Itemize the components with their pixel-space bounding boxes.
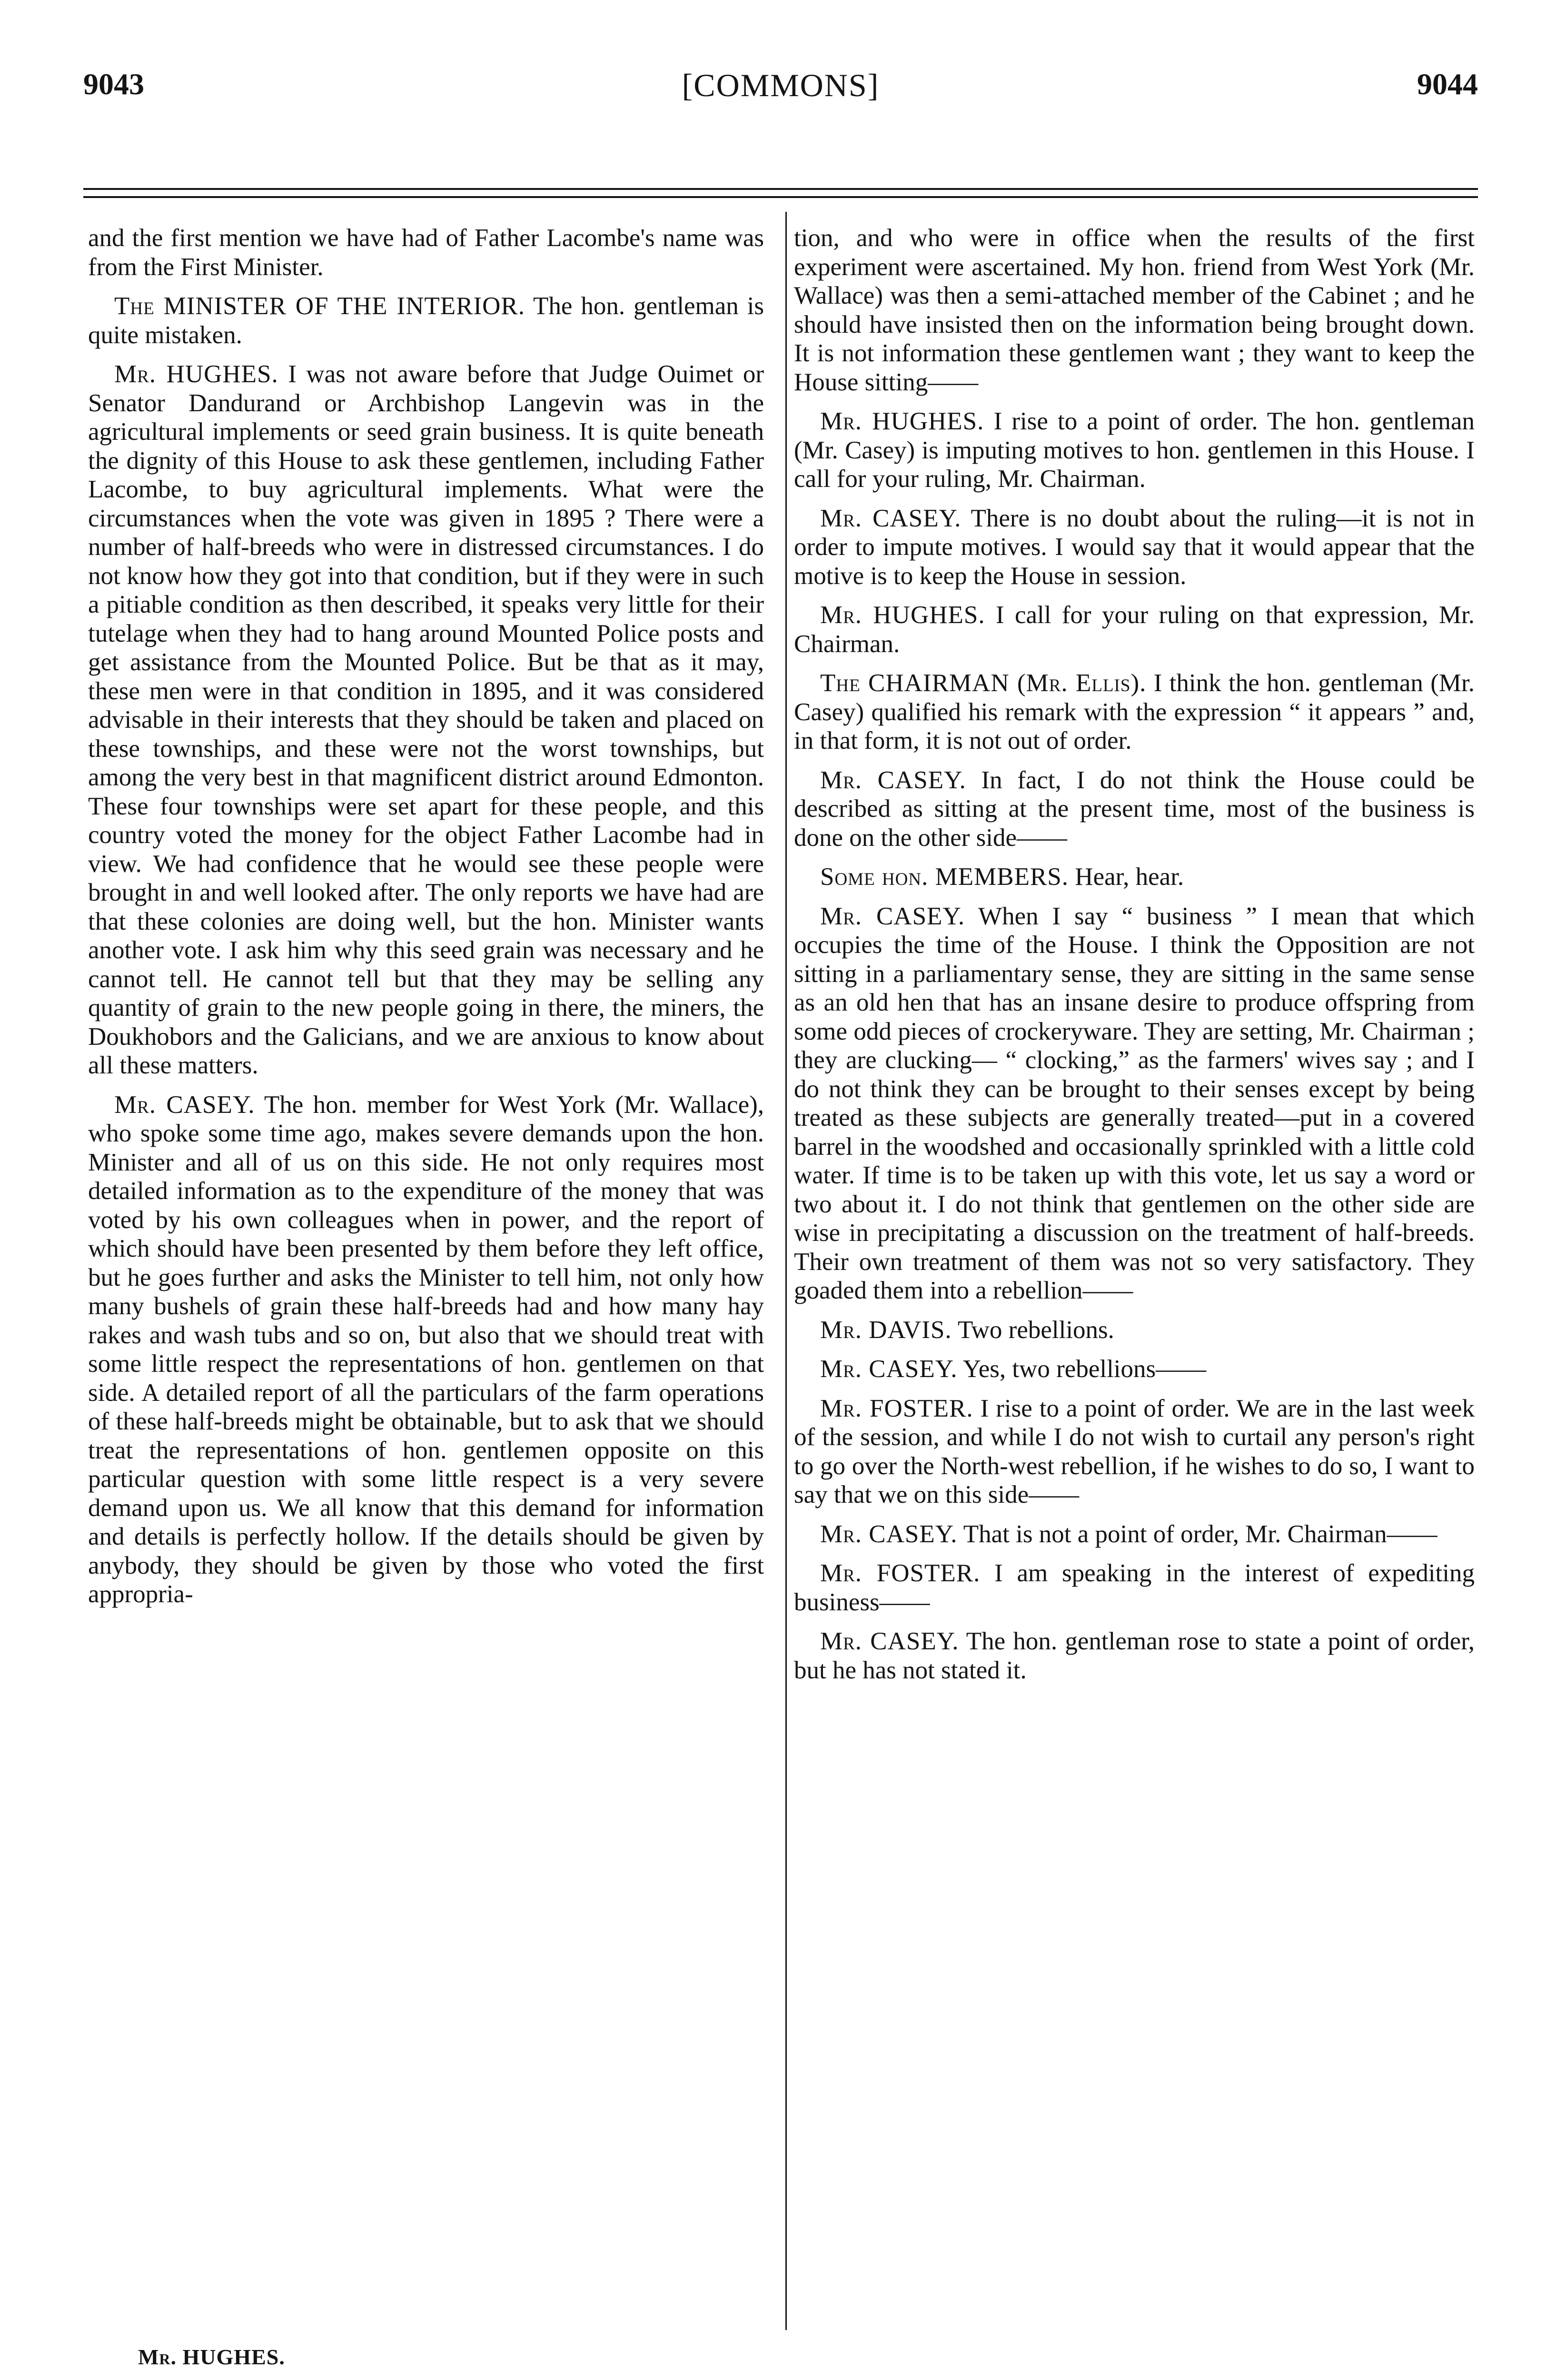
- paragraph: [794, 1316, 1475, 1345]
- paragraph: [88, 1091, 764, 1609]
- speaker-name: Some hon. MEMBERS.: [820, 863, 1069, 891]
- page-number-left: 9043: [83, 67, 144, 101]
- paragraph-text: The hon. gentleman is quite mistaken.: [88, 292, 764, 349]
- header-rule-bottom: [83, 196, 1478, 198]
- speaker-name: Mr. HUGHES.: [820, 407, 984, 435]
- paragraph-text: and the first mention we have had of Father Lacombe's name was from the First Minister.: [88, 224, 764, 281]
- speaker-name: Mr. CASEY.: [820, 1520, 958, 1548]
- paragraph: [794, 1394, 1475, 1509]
- speaker-name: The CHAIRMAN (Mr. Ellis).: [820, 669, 1147, 697]
- speaker-name: Mr. CASEY.: [114, 1091, 255, 1119]
- paragraph-text: That is not a point of order, Mr. Chairman——: [963, 1520, 1437, 1548]
- paragraph-text: tion, and who were in office when the results of the first experiment were ascertained. My hon. friend from West York (Mr. Wallace) was then a semi-attached member of the Cabinet ; and he should have insisted then on the information being brought down. It is not information these gentlemen want ; they want to keep the House sitting——: [794, 224, 1475, 396]
- speaker-name: Mr. CASEY.: [820, 902, 965, 930]
- column-divider: [785, 212, 787, 2330]
- paragraph: [794, 669, 1475, 755]
- running-head: [COMMONS]: [682, 67, 880, 103]
- paragraph: [794, 504, 1475, 591]
- paragraph-text: The hon. member for West York (Mr. Wallace), who spoke some time ago, makes severe demands upon the hon. Minister and all of us on this side. He not only requires most detailed information as to the expenditure of the money that was voted by his own colleagues when in power, and the report of which should have been presented by them before they left office, but he goes further and asks the Minister to tell him, not only how many bushels of grain these half-breeds had and how many hay rakes and wash tubs and so on, but also that we should treat with some little respect the representations of hon. gentlemen on that side. A detailed report of all the particulars of the farm operations of these half-breeds might be obtainable, but to ask that we should treat the representations of hon. gentlemen opposite on this particular question with some little respect is a very severe demand upon us. We all know that this demand for information and details is perfectly hollow. If the details should be given by anybody, they should be given by those who voted the first appropria-: [88, 1091, 764, 1608]
- paragraph-text: I think the hon. gentleman (Mr. Casey) qualified his remark with the expression “ it appears ” and, in that form, it is not out of order.: [794, 669, 1475, 754]
- paragraph: [794, 601, 1475, 658]
- paragraph: [88, 360, 764, 1080]
- speaker-name: Mr. HUGHES.: [820, 601, 985, 629]
- paragraph: [794, 902, 1475, 1305]
- speaker-name: Mr. HUGHES.: [114, 360, 278, 388]
- paragraph: [88, 224, 764, 281]
- page-header: [83, 67, 1478, 133]
- paragraph: [794, 1520, 1475, 1549]
- paragraph: [794, 863, 1475, 892]
- page-number-right: 9044: [1417, 67, 1478, 101]
- paragraph: [794, 766, 1475, 853]
- left-column: [88, 224, 764, 1619]
- paragraph-text: I was not aware before that Judge Ouimet or Senator Dandurand or Archbishop Langevin was in the agricultural implements or seed grain business. It is quite beneath the dignity of this House to ask these gentlemen, including Father Lacombe, to buy agricultural implements. What were the circumstances when the vote was given in 1895 ? There were a number of half-breeds who were in distressed circumstances. I do not know how they got into that condition, but if they were in such a pitiable condition as then described, it speaks very little for their tutelage when they had to hang around Mounted Police posts and get assistance from the Mounted Police. But be that as it may, these men were in that condition in 1895, and it was considered advisable in their interests that they should be taken and placed on these townships, and these were not the worst townships, but among the very best in that magnificent district around Edmonton. These four townships were set apart for these people, and this country voted the money for the object Father Lacombe had in view. We had confidence that he would see these people were brought in and well looked after. The only reports we have had are that these colonies are doing well, but the hon. Minister wants another vote. I ask him why this seed grain was necessary and he cannot tell. He cannot tell but that they may be selling any quantity of grain to the new people going in there, the miners, the Doukhobors and the Galicians, and we are anxious to know about all these matters.: [88, 360, 764, 1079]
- paragraph-text: In fact, I do not think the House could be described as sitting at the present time, most of the business is done on the other side——: [794, 766, 1475, 852]
- paragraph: [794, 1559, 1475, 1616]
- paragraph-text: The hon. gentleman rose to state a point of order, but he has not stated it.: [794, 1627, 1475, 1684]
- paragraph-text: There is no doubt about the ruling—it is not in order to impute motives. I would say that it would appear that the motive is to keep the House in session.: [794, 504, 1475, 590]
- speaker-name: Mr. CASEY.: [820, 1355, 958, 1383]
- catchword: Mr. HUGHES.: [138, 2345, 285, 2369]
- paragraph: [794, 407, 1475, 494]
- paragraph-text: I rise to a point of order. We are in the last week of the session, and while I do not wish to curtail any person's right to go over the North-west rebellion, if he wishes to do so, I want to say that we on this side——: [794, 1394, 1475, 1508]
- speaker-name: The MINISTER OF THE INTERIOR.: [114, 292, 525, 320]
- header-rule-top: [83, 188, 1478, 190]
- paragraph: [794, 1627, 1475, 1685]
- paragraph-text: Hear, hear.: [1075, 863, 1184, 891]
- paragraph-text: I rise to a point of order. The hon. gentleman (Mr. Casey) is imputing motives to hon. gentlemen in this House. I call for your ruling, Mr. Chairman.: [794, 407, 1475, 493]
- paragraph: [794, 1355, 1475, 1384]
- paragraph-text: When I say “ business ” I mean that which occupies the time of the House. I think the Opposition are not sitting in a parliamentary sense, they are sitting in the same sense as an old hen that has an insane desire to produce offspring from some odd pieces of crockeryware. They are setting, Mr. Chairman ; they are clucking— “ clocking,” as the farmers' wives say ; and I do not think they can be brought to their senses except by being treated as these subjects are generally treated—put in a covered barrel in the woodshed and occasionally sprinkled with a little cold water. If time is to be taken up with this vote, let us say a word or two about it. I do not think that gentlemen on the other side are wise in precipitating a discussion on the treatment of half-breeds. Their own treatment of them was not so very satisfactory. They goaded them into a rebellion——: [794, 902, 1475, 1304]
- paragraph-text: I am speaking in the interest of expediting business——: [794, 1559, 1475, 1616]
- paragraph-text: Two rebellions.: [957, 1316, 1114, 1344]
- right-column: [794, 224, 1475, 1695]
- paragraph-text: Yes, two rebellions——: [962, 1355, 1207, 1383]
- paragraph-text: I call for your ruling on that expression, Mr. Chairman.: [794, 601, 1475, 658]
- speaker-name: Mr. CASEY.: [820, 504, 961, 532]
- speaker-name: Mr. FOSTER.: [820, 1394, 973, 1422]
- speaker-name: Mr. FOSTER.: [820, 1559, 981, 1587]
- speaker-name: Mr. DAVIS.: [820, 1316, 952, 1344]
- speaker-name: Mr. CASEY.: [820, 1627, 959, 1655]
- speaker-name: Mr. CASEY.: [820, 766, 966, 794]
- paragraph: [794, 224, 1475, 397]
- paragraph: [88, 292, 764, 349]
